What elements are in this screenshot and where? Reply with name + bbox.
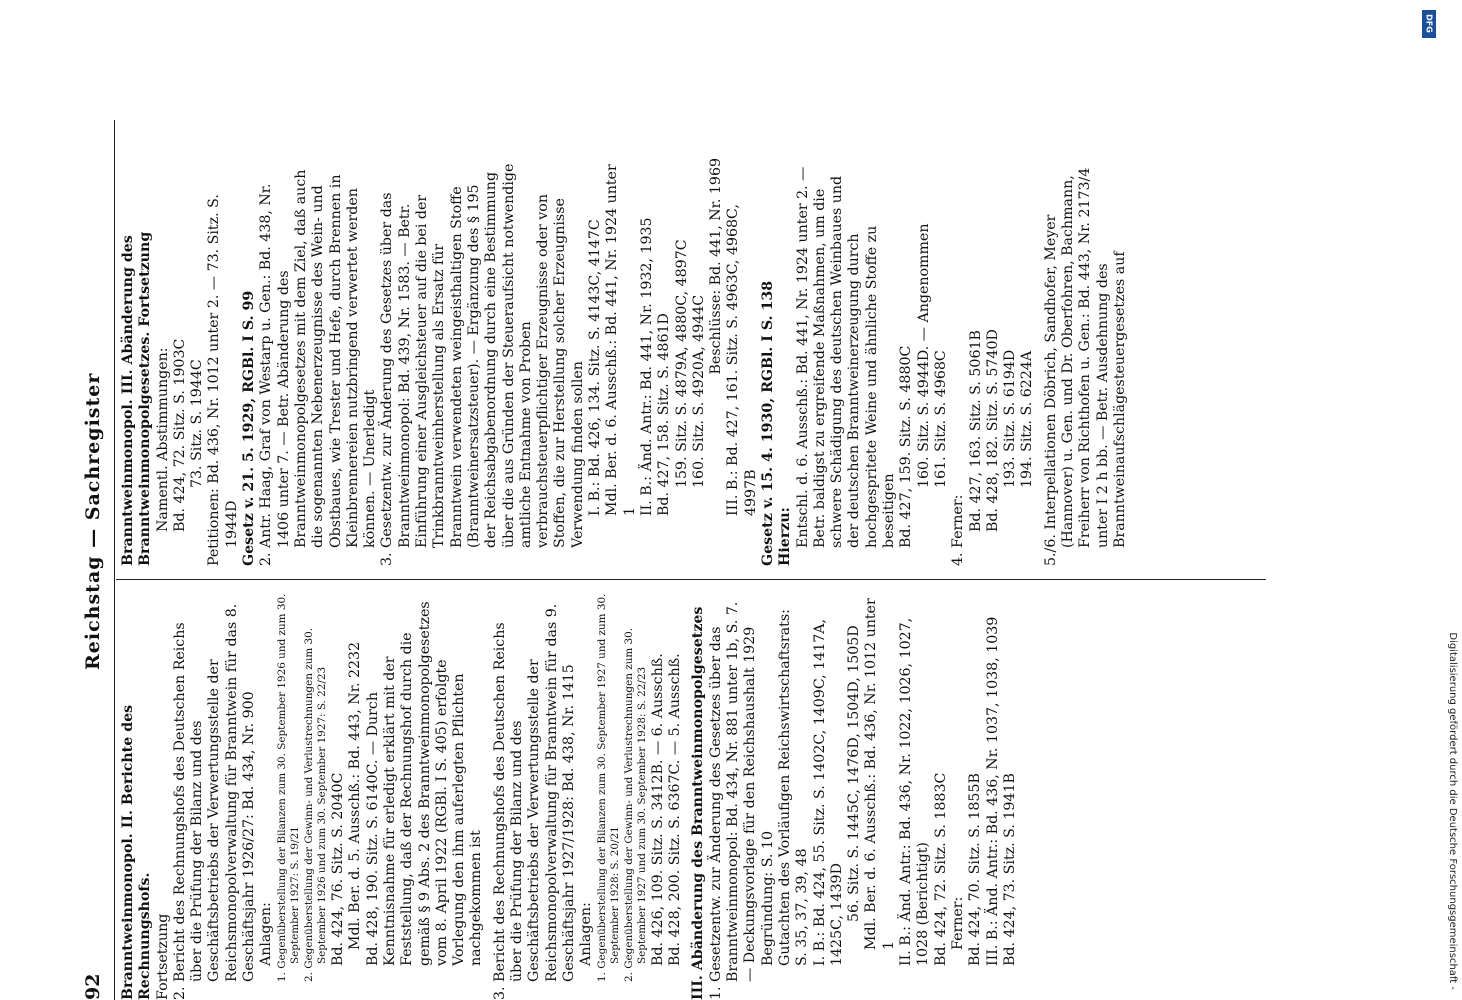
right-column — [120, 158, 1129, 566]
index-entry: Gesetz v. 15. 4. 1930, RGBl. I S. 138 — [759, 280, 776, 566]
credit-text: Digitalisierung gefördert durch die Deutsche Forschungsgemeinschaft - — [1447, 632, 1458, 990]
index-entry: 193. Sitz. S. 6194D — [1002, 349, 1019, 488]
column-divider — [116, 579, 1266, 580]
index-entry: Beschlüsse: Bd. 441, Nr. 1969 — [708, 158, 725, 375]
index-entry: Bd. 424, 72. Sitz. S. 1883C — [932, 772, 949, 966]
index-entry: II. B.: Änd. Antr.: Bd. 441, Nr. 1932, 1935 — [638, 217, 655, 516]
index-entry: Branntweinmonopol. III. Abänderung des Branntweinmonopolgesetzes. Fortsetzung — [120, 231, 154, 566]
index-entry: 73. Sitz. S. 1944C — [189, 359, 206, 488]
index-entry: Bd. 428, 200. Sitz. S. 6367C. — 5. Ausschß. — [667, 653, 684, 966]
index-entry: Gutachten des Vorläufigen Reichswirtschaftsrats: S. 35, 37, 39, 48 — [776, 609, 811, 966]
index-entry: Bd. 426, 109. Sitz. S. 3412B. — 6. Ausschß. — [649, 653, 666, 966]
running-head — [82, 120, 112, 1000]
index-entry: Anlagen: — [258, 902, 275, 966]
dfg-credit — [1418, 10, 1458, 990]
index-entry: Bd. 428, 190. Sitz. S. 6140C. — Durch Kenntnisnahme für erledigt erklärt mit der Feststellung, daß der Rechnungshof durch die gemäß § 9 Abs. 2 des Branntweinmonopolgesetzes vom 8. April 1922 (RGBl. I S. 405) erfolgte Vorlegung den ihm auferlegten Pflichten nachgekommen ist — [364, 601, 485, 966]
index-entry: I. B.: Bd. 426, 134. Sitz. S. 4143C, 4147C — [587, 219, 604, 516]
index-entry: 160. Sitz. S. 4920A, 4944C — [690, 294, 707, 488]
index-entry: 2. Gegenüberstellung der Gewinn- und Verlustrechnungen zum 30. September 1927 und zum 30. September 1928: S. 22/23 — [622, 627, 649, 982]
page-number: 92 — [82, 973, 104, 1000]
index-entry: Mdl. Ber. d. 6. Ausschß.: Bd. 441, Nr. 1924 unter 1 — [604, 164, 638, 516]
index-entry: Bd. 424, 72. Sitz. S. 1903C — [171, 338, 188, 532]
index-entry: 1. Gegenüberstellung der Bilanzen zum 30. September 1927 und zum 30. September 1928: S. 20/21 — [595, 593, 622, 982]
index-entry: Bd. 424, 70. Sitz. S. 1855B — [967, 773, 984, 966]
index-entry: 160. Sitz. S. 4944D. — Angenommen — [915, 223, 932, 488]
index-entry: Branntweinmonopol. II. Berichte des Rechnungshofs. — [120, 704, 154, 1000]
running-title: Reichstag — Sachregister — [82, 372, 104, 670]
left-column — [120, 592, 1019, 1000]
index-entry: III. B.: Bd. 427, 161. Sitz. S. 4963C, 4968C, 4997B — [725, 204, 759, 516]
index-entry: 1. Gegenüberstellung der Bilanzen zum 30. September 1926 und zum 30. September 1927: S. 19/21 — [275, 593, 302, 982]
index-entry: Entschl. d. 6. Ausschß.: Bd. 441, Nr. 1924 unter 2. — Betr. baldigst zu ergreifende Maßnahmen, um die schwere Schädigung des deutschen Weinbaues und der deutschen Branntweinerzeugung durch hochgespritete Weine und ähnliche Stoffe zu beseitigen — [794, 166, 898, 548]
index-entry: Ferner: — [949, 896, 966, 950]
index-entry: 2. Gegenüberstellung der Gewinn- und Verlustrechnungen zum 30. September 1926 und zum 30. September 1927: S. 22/23 — [302, 627, 329, 982]
index-entry: 1. Gesetzentw. zur Änderung des Gesetzes über das Branntweinmonopol: Bd. 434, Nr. 881 unter 1b, S. 7. — Deckungsvorlage für den Reichshaushalt 1929 — [707, 601, 759, 1000]
index-entry: 194. Sitz. S. 6224A — [1019, 350, 1036, 488]
index-entry: Fortsetzung — [154, 913, 171, 1000]
index-entry: 3. Gesetzentw. zur Änderung des Gesetzes über das Branntweinmonopol: Bd. 439, Nr. 1583. — Betr. Einführung einer Ausgleichsteuer auf die bei der Trinkbranntweinherstellung als Ersatz für Branntwein verwendeten weingeisthaltigen Stoffe (Branntweinersatzsteuer). — Ergänzung des § 195 der Reichsabgabenordnung durch eine Bestimmung über die aus Gründen der Steueraufsicht notwendige amtliche Entnahme von Proben verbrauchsteuerpflichtiger Erzeugnisse oder von Stoffen, die zur Herstellung solcher Erzeugnisse Verwendung finden sollen — [379, 163, 586, 566]
index-entry: Bd. 427, 158. Sitz. S. 4861D — [656, 313, 673, 516]
index-entry: Mdl. Ber. d. 6. Ausschß.: Bd. 436, Nr. 1012 unter 1 — [863, 598, 897, 950]
index-entry: 2. Antr. Haag, Graf von Westarp u. Gen.: Bd. 438, Nr. 1406 unter 7. — Betr. Abänderung des Branntweinmonopolgesetzes mit dem Ziel, daß auch die sogenannten Nebenerzeugnisse des Wein- und Obstbaues, wie Trester und Hefe, durch Brennen in Kleinbrennereien nutzbringend verwertet werden können. — Unerledigt — [258, 169, 379, 566]
index-entry: 159. Sitz. S. 4879A, 4880C, 4897C — [673, 239, 690, 488]
index-entry: III. B.: Änd. Antr.: Bd. 436, Nr. 1037, 1038, 1039 — [984, 616, 1001, 966]
index-entry: 4. Ferner: — [950, 494, 967, 566]
index-entry: Bd. 428, 182. Sitz. S. 5740D — [984, 329, 1001, 532]
index-entry: I. B.: Bd. 424, 55. Sitz. S. 1402C, 1409C, 1417A, 1425C, 1439D — [811, 618, 845, 966]
index-entry: Bd. 427, 159. Sitz. S. 4880C — [898, 345, 915, 548]
index-entry: Bd. 424, 76. Sitz. S. 2040C — [330, 772, 347, 966]
index-entry: Hierzu: — [777, 507, 794, 566]
index-entry: Petitionen: Bd. 436, Nr. 1012 unter 2. — 73. Sitz. S. 1944D — [206, 194, 240, 566]
index-entry: III. Abänderung des Branntweinmonopolgesetzes — [690, 606, 707, 1000]
index-entry: 5./6. Interpellationen Döbrich, Sandhofer, Meyer (Hannover) u. Gen. und Dr. Oberfohren, Bachmann, Freiherr von Richthofen u. Gen.: Bd. 443, Nr. 2173/4 unter I 2 h bb. — Betr. Ausdehnung des Branntweinaufschlägesteuergesetzes auf — [1042, 167, 1128, 566]
index-entry: Gesetz v. 21. 5. 1929, RGBl. I S. 99 — [241, 290, 258, 566]
index-entry: Begründung: S. 10 — [759, 831, 776, 966]
index-entry: 3. Bericht des Rechnungshofs des Deutschen Reichs über die Prüfung der Bilanz und des Geschäftsbetriebs der Verwertungsstelle der Reichsmonopolverwaltung für Branntwein für das 9. Geschäftsjahr 1927/1928: Bd. 438, Nr. 1415 — [491, 603, 577, 1000]
header-rule — [114, 120, 115, 1000]
rotated-book-page — [82, 120, 1312, 1000]
index-entry: Namentl. Abstimmungen: — [154, 347, 171, 532]
index-entry: 2. Bericht des Rechnungshofs des Deutschen Reichs über die Prüfung der Bilanz und des Geschäftsbetriebs der Verwertungsstelle der Reichsmonopolverwaltung für Branntwein für das 8. Geschäftsjahr 1926/27: Bd. 434, Nr. 900 — [171, 603, 258, 1000]
index-entry: II. B.: Änd. Antr.: Bd. 436, Nr. 1022, 1026, 1027, 1028 (Berichtigt) — [898, 617, 932, 966]
index-entry: Anlagen: — [578, 902, 595, 966]
dfg-logo: DFG — [1422, 10, 1436, 38]
index-entry: Bd. 424, 73. Sitz. S. 1941B — [1001, 773, 1018, 966]
index-entry: 56. Sitz. S. 1445C, 1476D, 1504D, 1505D — [846, 625, 863, 922]
index-entry: Bd. 427, 163. Sitz. S. 5061B — [967, 330, 984, 532]
index-entry: Mdl. Ber. d. 5. Ausschß.: Bd. 443, Nr. 2232 — [347, 641, 364, 950]
index-entry: 161. Sitz. S. 4968C — [932, 350, 949, 488]
